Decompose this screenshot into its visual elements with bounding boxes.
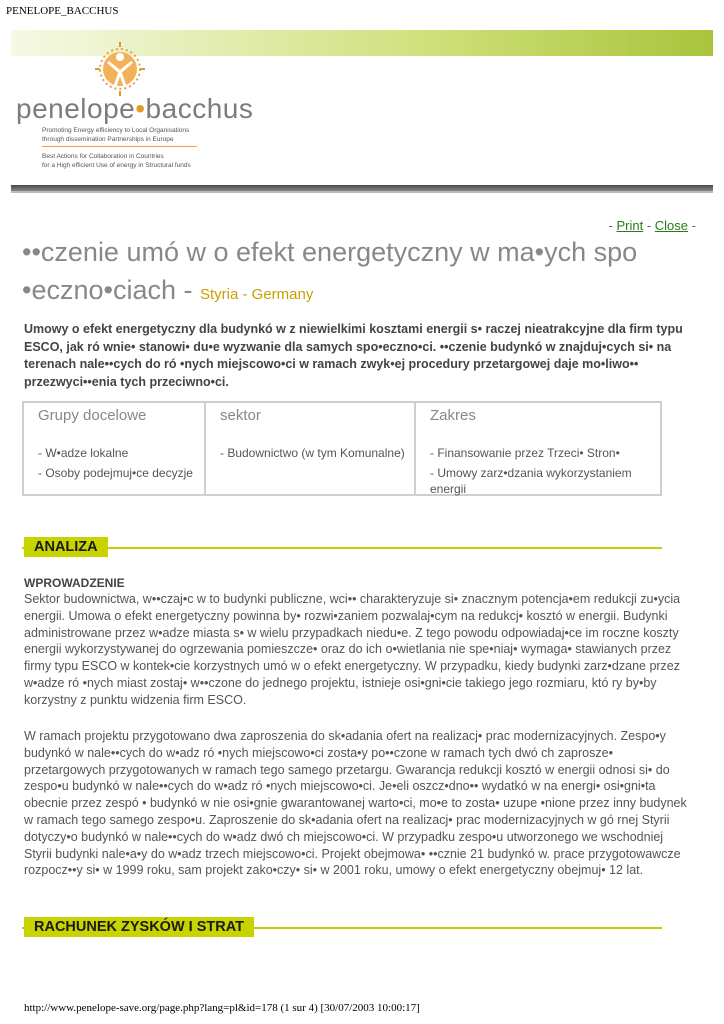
tagline-divider [42, 146, 197, 147]
logo-figure-icon [85, 38, 155, 100]
page-title: ••czenie umó w o efekt energetyczny w ma•ych spo •eczno•ciach - Styria - Germany [22, 237, 638, 305]
print-link[interactable]: Print [616, 218, 644, 233]
table-item: - Umowy zarz•dzania wykorzystaniem energii [430, 466, 632, 496]
section-heading-rachunek: RACHUNEK ZYSKÓW I STRAT [24, 917, 254, 937]
info-table [22, 401, 662, 496]
intro-paragraph: Umowy o efekt energetyczny dla budynkó w z niewielkimi kosztami energii s• raczej nieatrakcyjne dla firm typu ESCO, jak ró wnie• stanowi• du•e wyzwanie dla samych spo•eczno•ci. ••czenie budynkó w znajduj•cych si• na terenach nale••cych do ró •nych miejscowo•ci w ramach zwyk•ej procedury przetargowej daje mo•liwo•• przezwyci••enia tych przeciwno•ci. [24, 322, 683, 389]
table-item: - Osoby podejmuj•ce decyzje [38, 466, 193, 480]
paragraph-1: Sektor budownictwa, w••czaj•c w to budynki publiczne, wci•• charakteryzuje si• znacznym potencja•em redukcji zu•ycia energii. Umowa o efekt energetyczny powinna by• rozwi•zaniem pozwalaj•cym na redukcj• kosztó w energii. Budynki administrowane przez w•adze miasta s• w wielu przypadkach niedu•e. Z tego powodu odpowiadaj•ce im roczne koszty energii wykorzystywanej do ogrzewania pomieszcze• oraz do ich o•wietlania nie spe•niaj• wymaga• stawianych przez firmy typu ESCO w kontek•cie korzystnych umó w o efekt energetyczny. W przypadku, kiedy budynki zarz•dzane przez w•adze ró •nych miast zostaj• w••czone do jednego projektu, istnieje osi•gni•cie takiego jego rozmiaru, któ ry by•by korzystny z punktu widzenia firm ESCO. [24, 592, 681, 707]
logo-dot: • [135, 93, 146, 124]
page-footer-url: http://www.penelope-save.org/page.php?lang=pl&id=178 (1 sur 4) [30/07/2003 10:00:17] [24, 1002, 420, 1014]
table-header: Grupy docelowe [38, 407, 147, 424]
close-link[interactable]: Close [654, 218, 689, 233]
banner-bottom-rule-light [11, 191, 713, 193]
page-header-label: PENELOPE_BACCHUS [6, 5, 119, 17]
subsection-heading-wprowadzenie: WPROWADZENIE [24, 576, 125, 590]
section-divider-analiza [22, 547, 662, 549]
section-heading-analiza: ANALIZA [24, 537, 108, 557]
logo-tagline-1: Promoting Energy efficiency to Local Organisations through dissemination Partnerships in Europe [42, 127, 190, 143]
table-column-target-groups [24, 403, 206, 494]
paragraph-2: W ramach projektu przygotowano dwa zaproszenia do sk•adania ofert na realizacj• prac modernizacyjnych. Zespo•y budynkó w nale••cych do w•adz ró •nych miejscowo•ci zosta•y po••czone w ramach tych dwó ch zaprosze• przetargowych przygotowanych w ramach tego samego przetargu. Gwarancja redukcji kosztó w energii odnosi si• do zespo•u budynkó w nale••cych do w•adz ró •nych miejscowo•ci. Je•eli oszcz•dno•• wydatkó w na energi• osi•gni•ta obecnie przez zespó • budynkó w nie osi•gnie gwarantowanej warto•ci, mo•e to zosta• uzupe •nione przez inny budynek w ramach tego samego zespo•u. Zaproszenie do sk•adania ofert na realizacj• prac modernizacyjnych w gó rnej Styrii dotyczy•o budynkó w nale••cych do w•adz dwó ch miejscowo•ci. W przypadku zespo•u utworzonego we wschodniej Styrii budynki nale•a•y do w•adz trzech miejscowo•ci. Projekt obejmowa• ••cznie 21 budynkó w. prace przygotowawcze rozpocz••y si• w 1999 roku, sam projekt zako•czy• si• w 2001 roku, umowy o efekt energetyczny obejmuj• 12 lat. [24, 729, 687, 878]
logo-tagline-2: Best Actions for Collaboration in Countries for a High efficient Use of energy in Structural funds [42, 153, 191, 169]
table-column-scope [416, 403, 660, 494]
table-item: - W•adze lokalne [38, 446, 129, 460]
table-header: Zakres [430, 407, 476, 424]
table-column-sector [206, 403, 416, 494]
print-close-links: - Print - Close - [608, 218, 696, 233]
table-item: - Finansowanie przez Trzeci• Stron• [430, 446, 620, 460]
table-header: sektor [220, 407, 261, 424]
table-item: - Budownictwo (w tym Komunalne) [220, 446, 405, 460]
title-location: Styria - Germany [199, 286, 314, 303]
logo-wordmark: penelope•bacchus [16, 93, 254, 124]
